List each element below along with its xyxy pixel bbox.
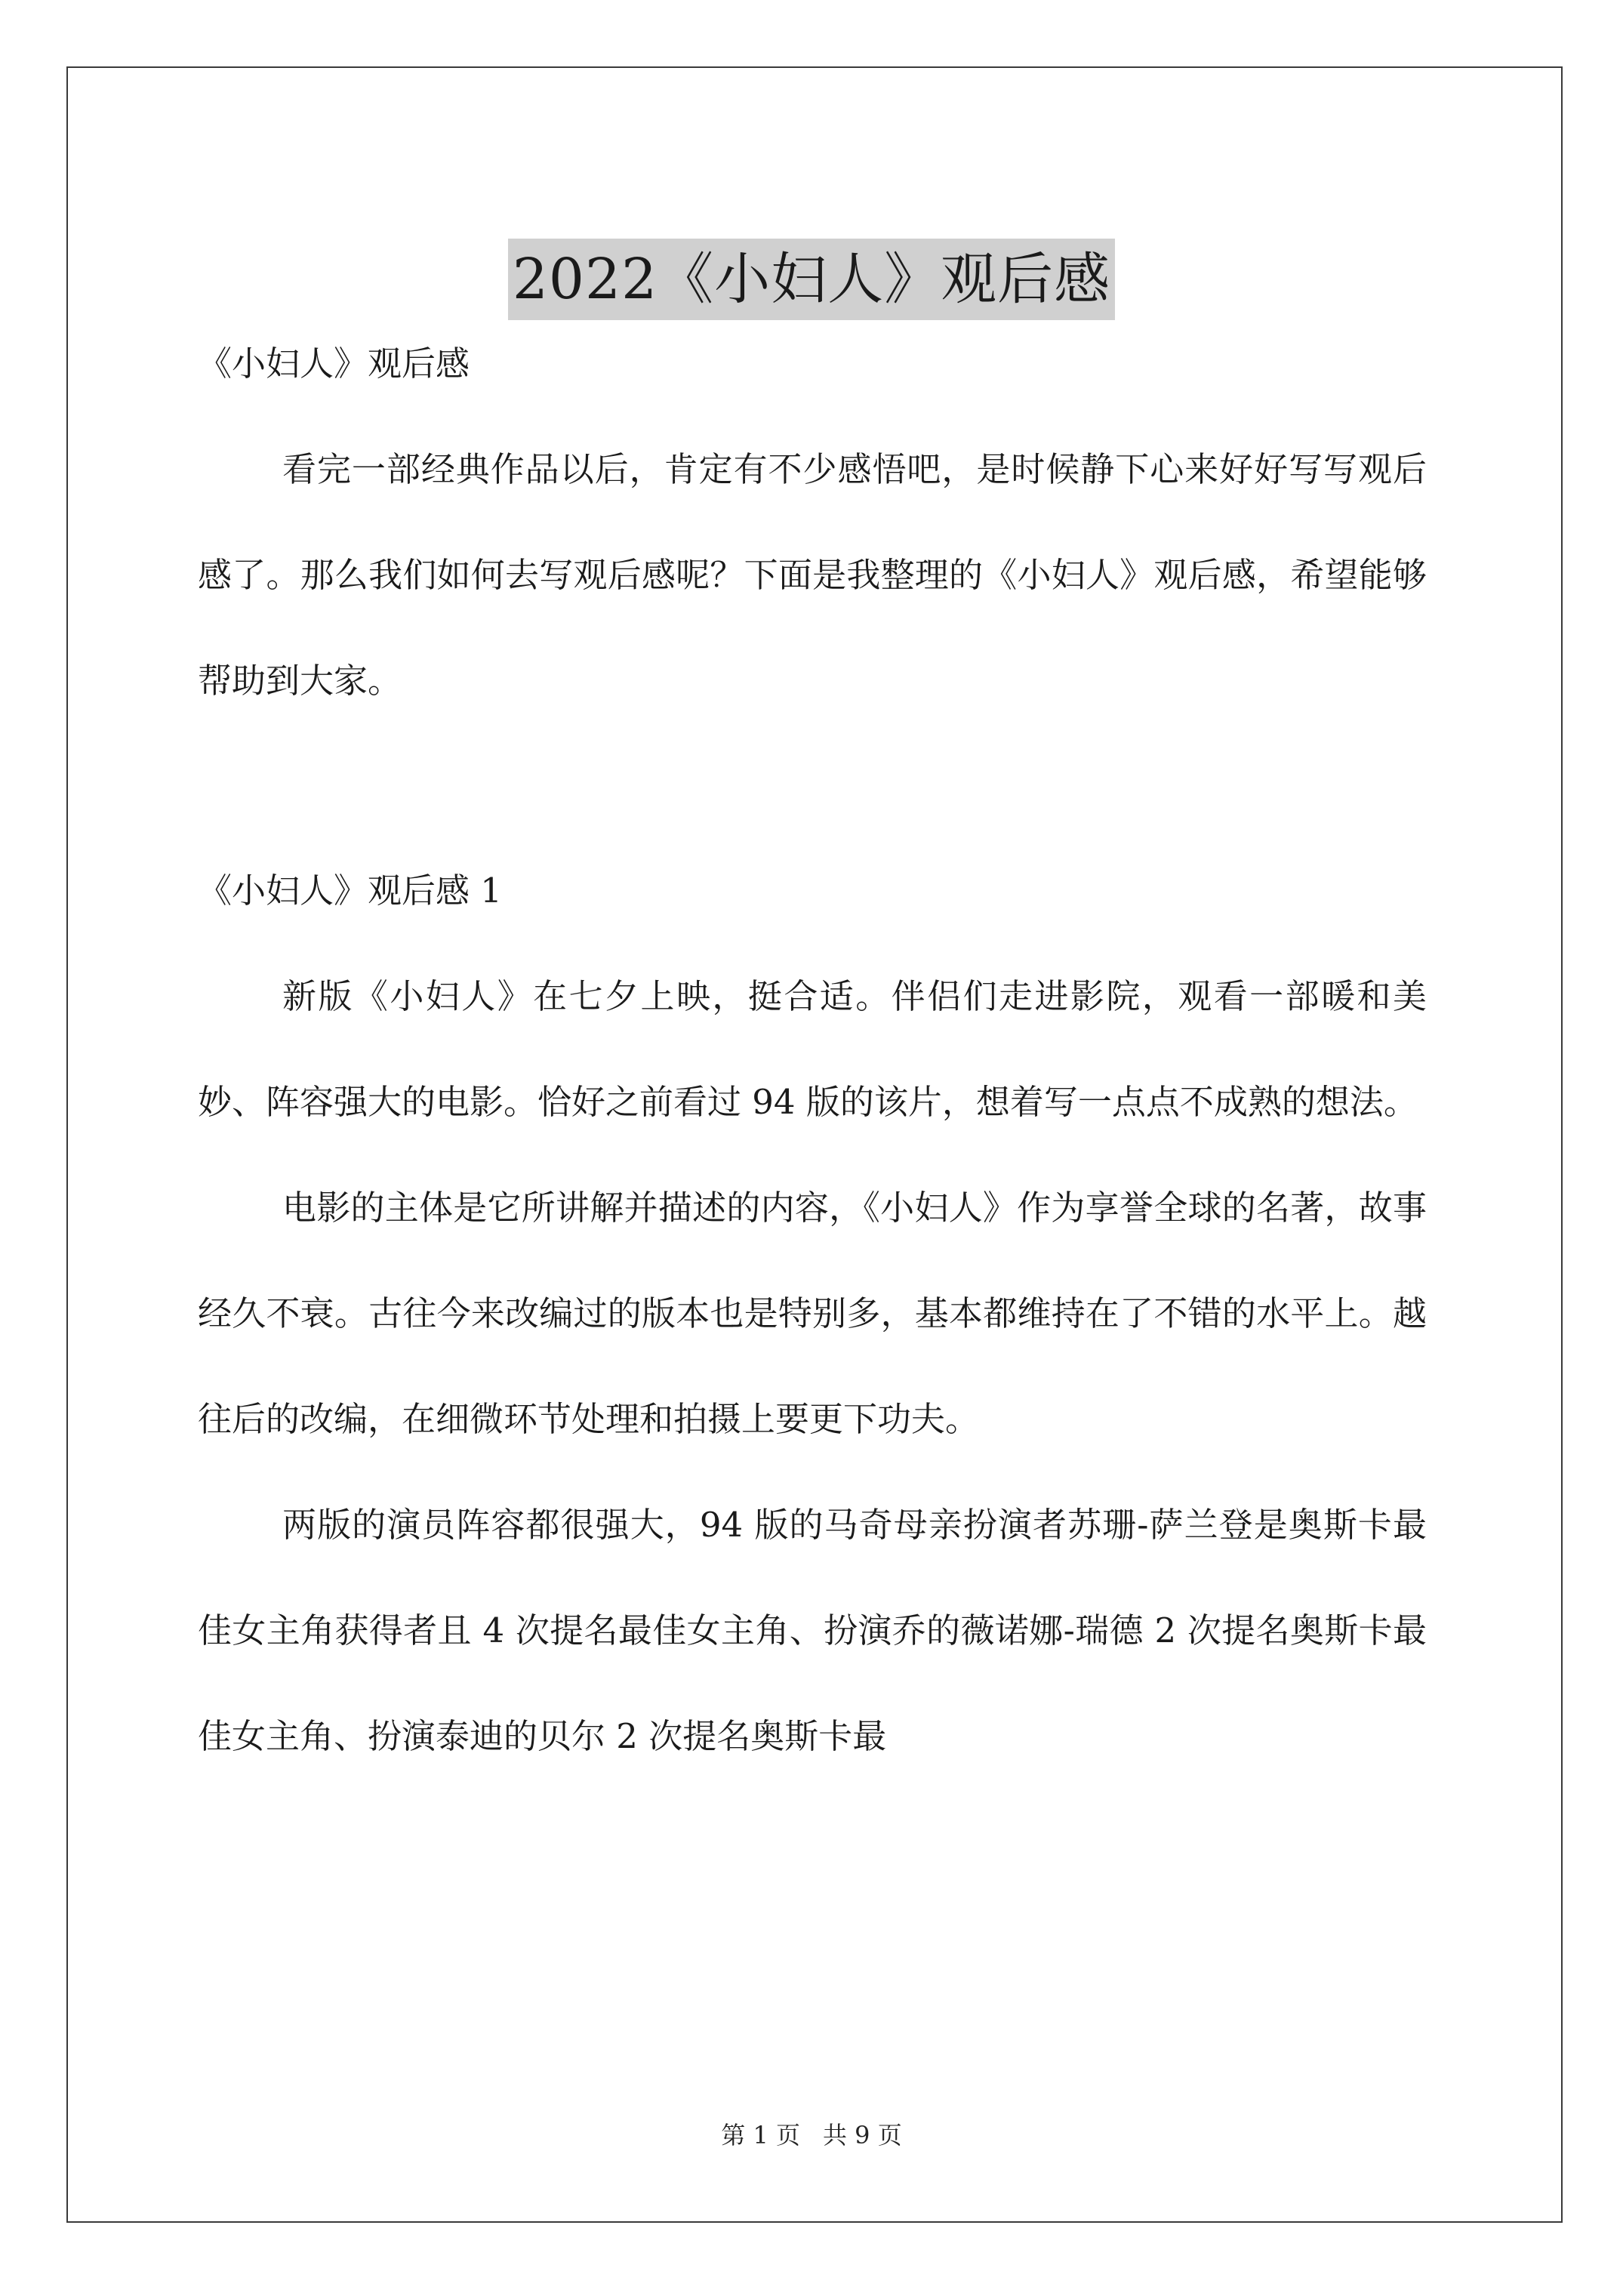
subtitle: 《小妇人》观后感 — [198, 344, 470, 384]
section-heading: 《小妇人》观后感 1 — [198, 871, 502, 911]
body-paragraph: 电影的主体是它所讲解并描述的内容，《小妇人》作为享誉全球的名著，故事经久不衰。古往今来改编过的版本也是特别多，基本都维持在了不错的水平上。越往后的改编，在细微环节处理和拍摄上要更下功夫。 — [198, 1188, 1427, 1439]
body-paragraph: 新版《小妇人》在七夕上映，挺合适。伴侣们走进影院，观看一部暖和美妙、阵容强大的电影。恰好之前看过 94 版的该片，想着写一点点不成熟的想法。 — [198, 976, 1427, 1122]
page-number: 第 1 页 — [721, 2121, 800, 2150]
page-footer — [0, 2120, 1623, 2150]
intro-paragraph: 看完一部经典作品以后，肯定有不少感悟吧，是时候静下心来好好写写观后感了。那么我们如何去写观后感呢？下面是我整理的《小妇人》观后感，希望能够帮助到大家。 — [198, 449, 1427, 701]
document-body — [198, 311, 1427, 1789]
page-total: 共 9 页 — [823, 2121, 902, 2150]
document-title: 2022《小妇人》观后感 — [508, 239, 1115, 320]
section-gap — [198, 734, 1427, 838]
body-paragraph: 两版的演员阵容都很强大，94 版的马奇母亲扮演者苏珊-萨兰登是奥斯卡最佳女主角获得者且 4 次提名最佳女主角、扮演乔的薇诺娜-瑞德 2 次提名奥斯卡最佳女主角、扮演泰迪的贝尔 2 次提名奥斯卡最 — [198, 1505, 1427, 1756]
